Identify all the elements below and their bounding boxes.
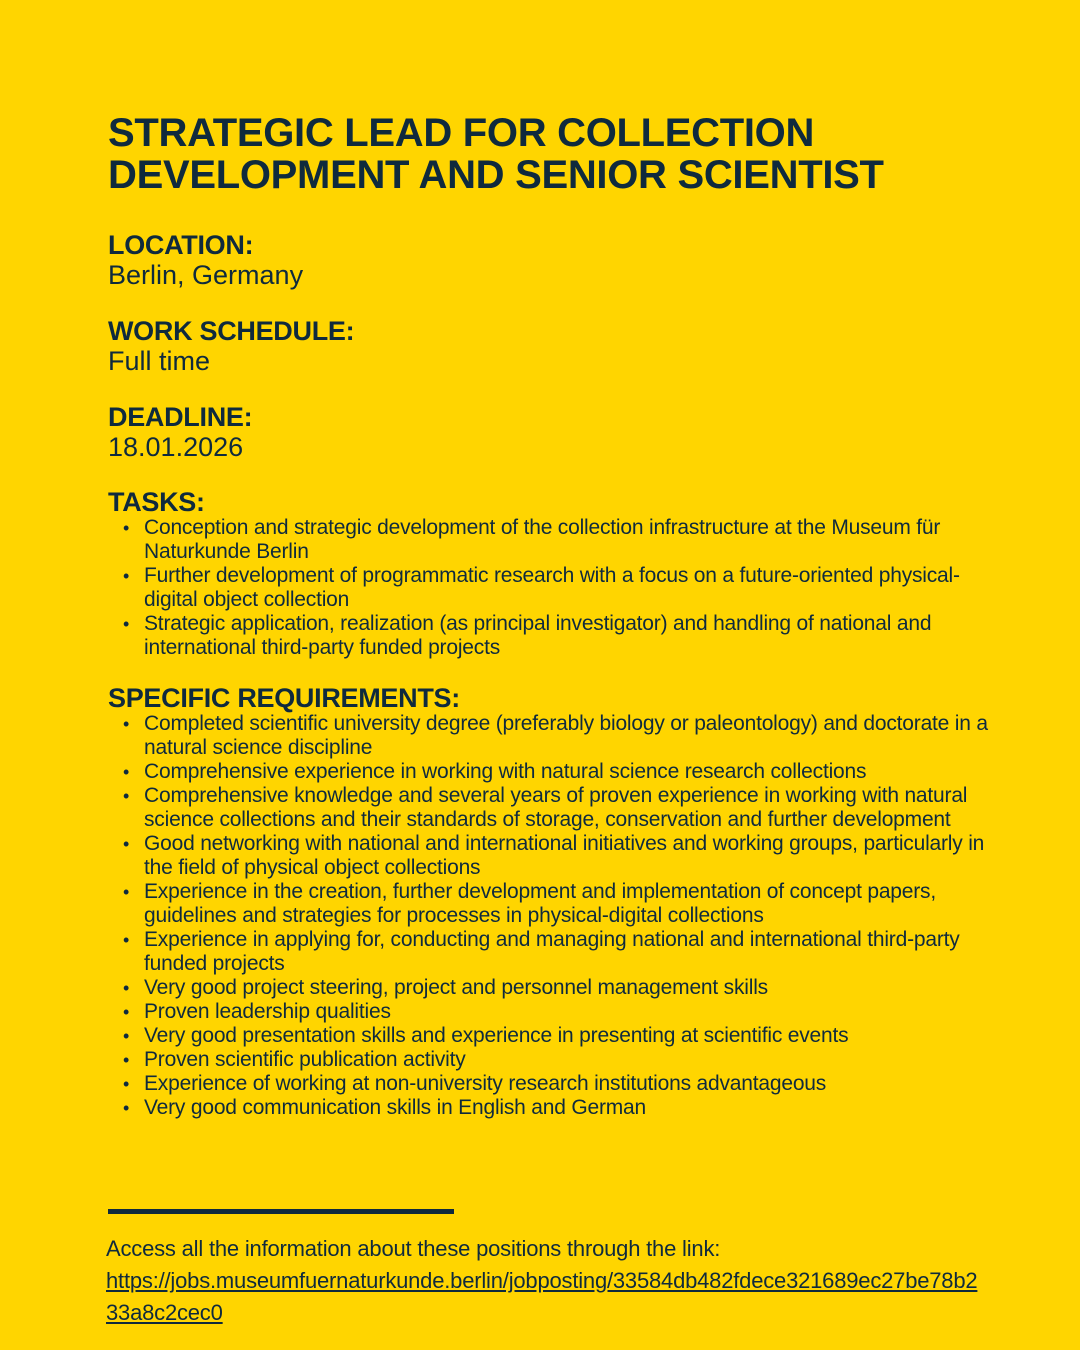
deadline-value: 18.01.2026	[108, 432, 244, 462]
footer	[106, 1233, 986, 1329]
list-item: • Experience of working at non-university research institutions advantageous	[144, 1072, 988, 1096]
location-field	[108, 230, 988, 290]
list-item: • Comprehensive knowledge and several years of proven experience in working with natural science collections and their standards of storage, conservation and further development	[144, 784, 988, 832]
footer-text: Access all the information about these positions through the link:	[106, 1236, 721, 1261]
list-item: • Conception and strategic development of the collection infrastructure at the Museum für Naturkunde Berlin	[144, 516, 988, 564]
tasks-section	[108, 488, 988, 660]
job-posting-link[interactable]: https://jobs.museumfuernaturkunde.berlin/jobposting/33584db482fdece321689ec27be78b233a8c2cec0	[106, 1268, 978, 1325]
list-item: • Completed scientific university degree (preferably biology or paleontology) and doctorate in a natural science discipline	[144, 712, 988, 760]
list-item: • Experience in applying for, conducting and managing national and international third-party funded projects	[144, 928, 988, 976]
tasks-title: TASKS:	[108, 487, 205, 517]
list-item: • Good networking with national and international initiatives and working groups, particularly in the field of physical object collections	[144, 832, 988, 880]
job-posting	[108, 112, 988, 1120]
work-schedule-field	[108, 316, 988, 376]
divider	[108, 1209, 454, 1214]
requirements-section	[108, 684, 988, 1120]
list-item: • Experience in the creation, further development and implementation of concept papers, guidelines and strategies for processes in physical-digital collections	[144, 880, 988, 928]
list-item: • Very good project steering, project and personnel management skills	[144, 976, 988, 1000]
list-item: • Further development of programmatic research with a focus on a future-oriented physical-digital object collection	[144, 564, 988, 612]
job-title: STRATEGIC LEAD FOR COLLECTION DEVELOPMENT AND SENIOR SCIENTIST	[108, 111, 884, 197]
requirements-title: SPECIFIC REQUIREMENTS:	[108, 683, 460, 713]
list-item: • Proven leadership qualities	[144, 1000, 988, 1024]
deadline-label: DEADLINE:	[108, 402, 253, 432]
list-item: • Proven scientific publication activity	[144, 1048, 988, 1072]
list-item: • Very good presentation skills and experience in presenting at scientific events	[144, 1024, 988, 1048]
tasks-list	[108, 516, 988, 660]
deadline-field	[108, 402, 988, 462]
location-label: LOCATION:	[108, 230, 254, 260]
work-schedule-value: Full time	[108, 346, 211, 376]
list-item: • Very good communication skills in English and German	[144, 1096, 988, 1120]
list-item: • Comprehensive experience in working with natural science research collections	[144, 760, 988, 784]
location-value: Berlin, Germany	[108, 260, 304, 290]
list-item: • Strategic application, realization (as principal investigator) and handling of national and international third-party funded projects	[144, 612, 988, 660]
work-schedule-label: WORK SCHEDULE:	[108, 316, 355, 346]
requirements-list	[108, 712, 988, 1120]
